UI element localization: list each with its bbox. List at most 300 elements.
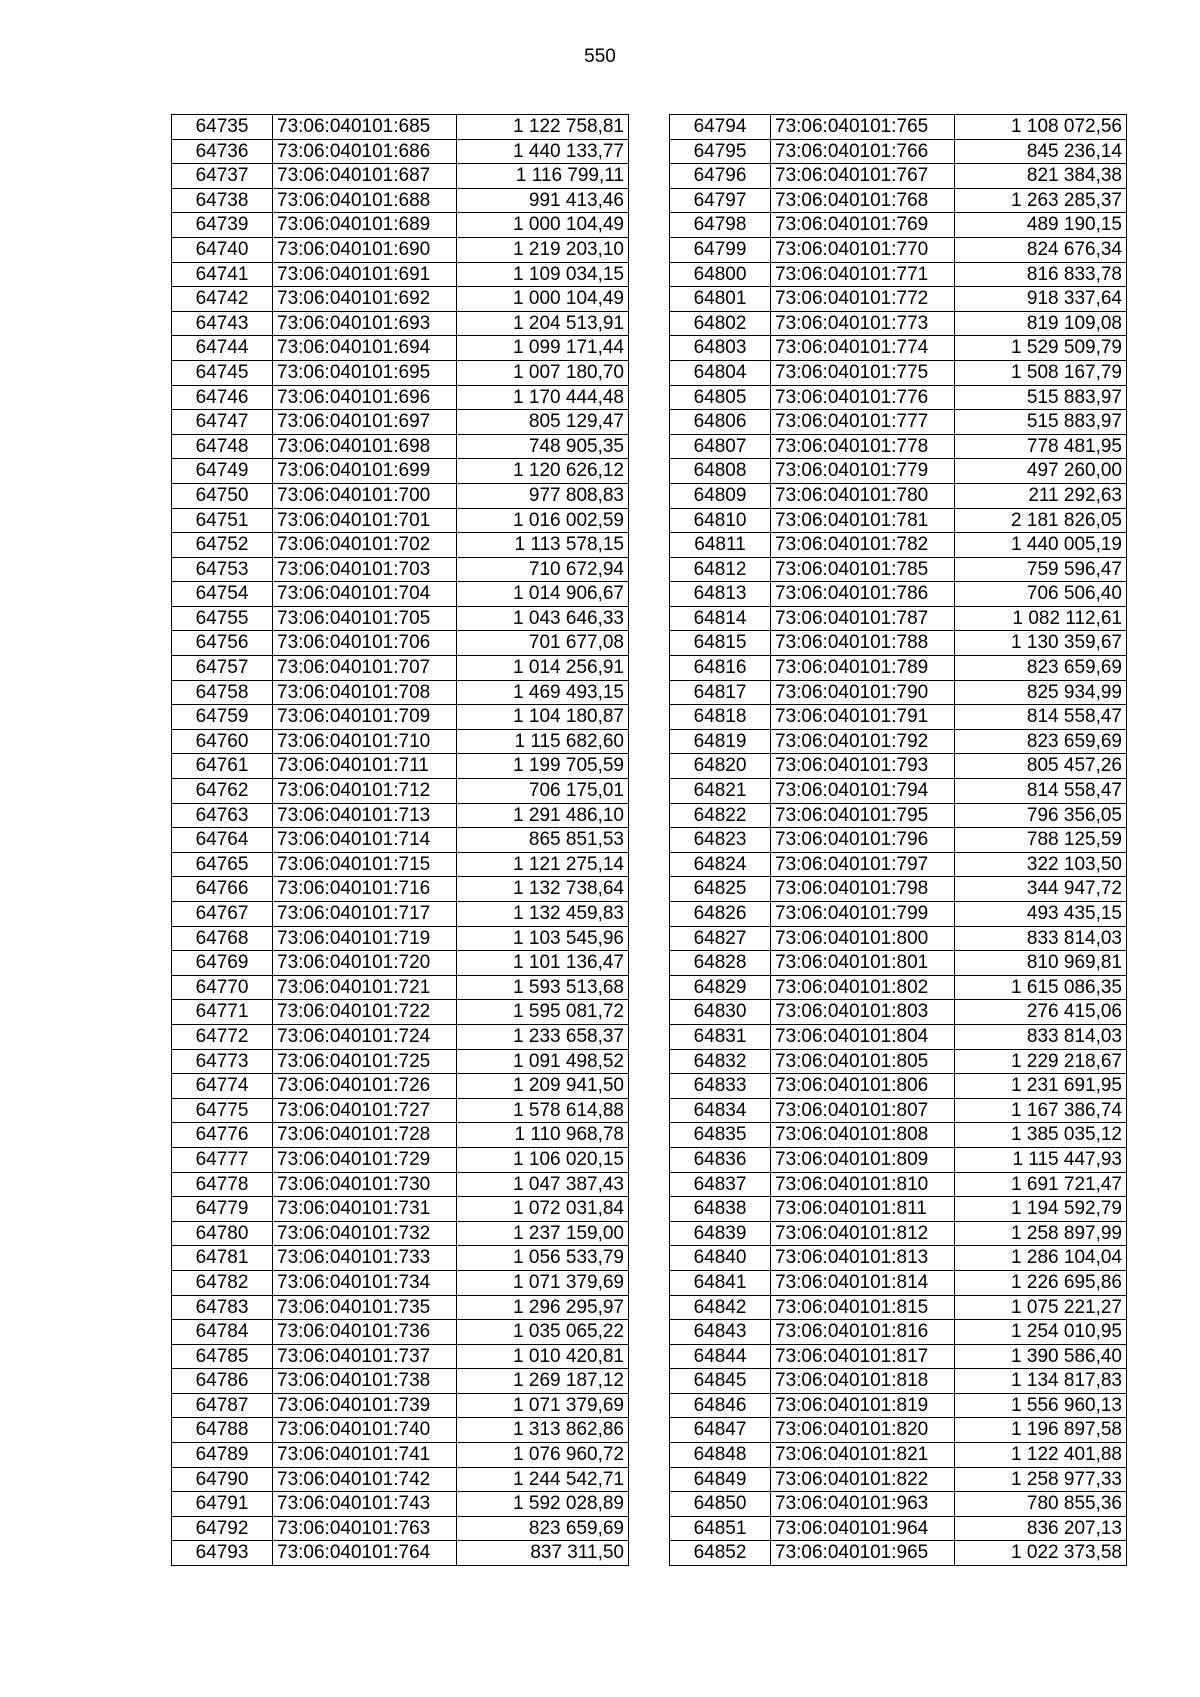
cadastral-number-cell: 73:06:040101:765 xyxy=(771,115,955,140)
table-row xyxy=(670,729,1127,754)
record-number-cell: 64770 xyxy=(172,975,273,1000)
cadastral-number-cell: 73:06:040101:812 xyxy=(771,1221,955,1246)
cadastral-number-cell: 73:06:040101:822 xyxy=(771,1467,955,1492)
cadastral-number-cell: 73:06:040101:819 xyxy=(771,1393,955,1418)
cadastral-number-cell: 73:06:040101:722 xyxy=(273,1000,457,1025)
record-number-cell: 64837 xyxy=(670,1172,771,1197)
value-cell: 1 254 010,95 xyxy=(955,1320,1127,1345)
table-row xyxy=(670,1492,1127,1517)
cadastral-number-cell: 73:06:040101:964 xyxy=(771,1516,955,1541)
value-cell: 1 120 626,12 xyxy=(457,459,629,484)
cadastral-number-cell: 73:06:040101:715 xyxy=(273,852,457,877)
cadastral-number-cell: 73:06:040101:785 xyxy=(771,557,955,582)
record-number-cell: 64824 xyxy=(670,852,771,877)
table-row xyxy=(172,1443,629,1468)
table-row xyxy=(172,115,629,140)
value-cell: 837 311,50 xyxy=(457,1541,629,1566)
value-cell: 780 855,36 xyxy=(955,1492,1127,1517)
table-row xyxy=(172,680,629,705)
cadastral-number-cell: 73:06:040101:692 xyxy=(273,287,457,312)
table-row xyxy=(172,1344,629,1369)
cadastral-number-cell: 73:06:040101:716 xyxy=(273,877,457,902)
table-row xyxy=(670,1418,1127,1443)
record-number-cell: 64826 xyxy=(670,902,771,927)
cadastral-number-cell: 73:06:040101:763 xyxy=(273,1516,457,1541)
table-row xyxy=(172,1147,629,1172)
value-cell: 810 969,81 xyxy=(955,951,1127,976)
table-row xyxy=(670,828,1127,853)
record-number-cell: 64813 xyxy=(670,582,771,607)
value-cell: 1 035 065,22 xyxy=(457,1320,629,1345)
table-row xyxy=(670,1344,1127,1369)
table-row xyxy=(670,1197,1127,1222)
record-number-cell: 64771 xyxy=(172,1000,273,1025)
cadastral-number-cell: 73:06:040101:767 xyxy=(771,164,955,189)
record-number-cell: 64782 xyxy=(172,1270,273,1295)
record-number-cell: 64815 xyxy=(670,631,771,656)
record-number-cell: 64807 xyxy=(670,434,771,459)
record-number-cell: 64793 xyxy=(172,1541,273,1566)
record-number-cell: 64785 xyxy=(172,1344,273,1369)
record-number-cell: 64764 xyxy=(172,828,273,853)
record-number-cell: 64783 xyxy=(172,1295,273,1320)
cadastral-number-cell: 73:06:040101:694 xyxy=(273,336,457,361)
record-number-cell: 64844 xyxy=(670,1344,771,1369)
cadastral-number-cell: 73:06:040101:717 xyxy=(273,902,457,927)
record-number-cell: 64835 xyxy=(670,1123,771,1148)
table-row xyxy=(172,483,629,508)
cadastral-number-cell: 73:06:040101:707 xyxy=(273,656,457,681)
value-cell: 1 508 167,79 xyxy=(955,360,1127,385)
cadastral-number-cell: 73:06:040101:813 xyxy=(771,1246,955,1271)
table-row xyxy=(172,975,629,1000)
value-cell: 1 194 592,79 xyxy=(955,1197,1127,1222)
table-row xyxy=(172,582,629,607)
cadastral-number-cell: 73:06:040101:697 xyxy=(273,410,457,435)
value-cell: 710 672,94 xyxy=(457,557,629,582)
cadastral-number-cell: 73:06:040101:799 xyxy=(771,902,955,927)
table-row xyxy=(172,1123,629,1148)
cadastral-number-cell: 73:06:040101:963 xyxy=(771,1492,955,1517)
table-row xyxy=(670,926,1127,951)
value-cell: 1 016 002,59 xyxy=(457,508,629,533)
table-row xyxy=(670,1467,1127,1492)
registry-table-left xyxy=(171,114,629,1566)
cadastral-number-cell: 73:06:040101:685 xyxy=(273,115,457,140)
cadastral-number-cell: 73:06:040101:730 xyxy=(273,1172,457,1197)
value-cell: 1 022 373,58 xyxy=(955,1541,1127,1566)
record-number-cell: 64849 xyxy=(670,1467,771,1492)
cadastral-number-cell: 73:06:040101:709 xyxy=(273,705,457,730)
record-number-cell: 64810 xyxy=(670,508,771,533)
value-cell: 814 558,47 xyxy=(955,779,1127,804)
record-number-cell: 64775 xyxy=(172,1098,273,1123)
record-number-cell: 64845 xyxy=(670,1369,771,1394)
record-number-cell: 64747 xyxy=(172,410,273,435)
cadastral-number-cell: 73:06:040101:795 xyxy=(771,803,955,828)
value-cell: 833 814,03 xyxy=(955,926,1127,951)
table-row xyxy=(670,1172,1127,1197)
table-row xyxy=(172,877,629,902)
record-number-cell: 64847 xyxy=(670,1418,771,1443)
value-cell: 748 905,35 xyxy=(457,434,629,459)
value-cell: 497 260,00 xyxy=(955,459,1127,484)
cadastral-number-cell: 73:06:040101:777 xyxy=(771,410,955,435)
table-row xyxy=(670,582,1127,607)
cadastral-number-cell: 73:06:040101:688 xyxy=(273,188,457,213)
cadastral-number-cell: 73:06:040101:796 xyxy=(771,828,955,853)
value-cell: 1 047 387,43 xyxy=(457,1172,629,1197)
table-row xyxy=(670,754,1127,779)
cadastral-number-cell: 73:06:040101:810 xyxy=(771,1172,955,1197)
table-row xyxy=(172,164,629,189)
record-number-cell: 64774 xyxy=(172,1074,273,1099)
table-row xyxy=(172,951,629,976)
table-row xyxy=(172,779,629,804)
cadastral-number-cell: 73:06:040101:821 xyxy=(771,1443,955,1468)
cadastral-number-cell: 73:06:040101:731 xyxy=(273,1197,457,1222)
cadastral-number-cell: 73:06:040101:736 xyxy=(273,1320,457,1345)
record-number-cell: 64756 xyxy=(172,631,273,656)
value-cell: 515 883,97 xyxy=(955,410,1127,435)
record-number-cell: 64754 xyxy=(172,582,273,607)
table-row xyxy=(670,1516,1127,1541)
cadastral-number-cell: 73:06:040101:770 xyxy=(771,237,955,262)
table-row xyxy=(670,557,1127,582)
value-cell: 1 469 493,15 xyxy=(457,680,629,705)
value-cell: 1 043 646,33 xyxy=(457,606,629,631)
value-cell: 1 134 817,83 xyxy=(955,1369,1127,1394)
value-cell: 1 122 401,88 xyxy=(955,1443,1127,1468)
value-cell: 836 207,13 xyxy=(955,1516,1127,1541)
value-cell: 1 313 862,86 xyxy=(457,1418,629,1443)
table-row xyxy=(172,1320,629,1345)
value-cell: 1 291 486,10 xyxy=(457,803,629,828)
table-row xyxy=(172,1270,629,1295)
cadastral-number-cell: 73:06:040101:695 xyxy=(273,360,457,385)
value-cell: 1 072 031,84 xyxy=(457,1197,629,1222)
cadastral-number-cell: 73:06:040101:721 xyxy=(273,975,457,1000)
value-cell: 1 106 020,15 xyxy=(457,1147,629,1172)
table-row xyxy=(172,262,629,287)
table-row xyxy=(172,237,629,262)
table-row xyxy=(670,631,1127,656)
table-row xyxy=(172,1024,629,1049)
record-number-cell: 64846 xyxy=(670,1393,771,1418)
cadastral-number-cell: 73:06:040101:693 xyxy=(273,311,457,336)
value-cell: 1 110 968,78 xyxy=(457,1123,629,1148)
record-number-cell: 64804 xyxy=(670,360,771,385)
value-cell: 865 851,53 xyxy=(457,828,629,853)
cadastral-number-cell: 73:06:040101:699 xyxy=(273,459,457,484)
value-cell: 1 014 906,67 xyxy=(457,582,629,607)
record-number-cell: 64742 xyxy=(172,287,273,312)
record-number-cell: 64744 xyxy=(172,336,273,361)
value-cell: 1 091 498,52 xyxy=(457,1049,629,1074)
table-row xyxy=(670,139,1127,164)
record-number-cell: 64831 xyxy=(670,1024,771,1049)
cadastral-number-cell: 73:06:040101:816 xyxy=(771,1320,955,1345)
record-number-cell: 64851 xyxy=(670,1516,771,1541)
value-cell: 1 615 086,35 xyxy=(955,975,1127,1000)
record-number-cell: 64790 xyxy=(172,1467,273,1492)
record-number-cell: 64766 xyxy=(172,877,273,902)
record-number-cell: 64760 xyxy=(172,729,273,754)
cadastral-number-cell: 73:06:040101:814 xyxy=(771,1270,955,1295)
table-row xyxy=(172,213,629,238)
cadastral-number-cell: 73:06:040101:708 xyxy=(273,680,457,705)
record-number-cell: 64746 xyxy=(172,385,273,410)
cadastral-number-cell: 73:06:040101:805 xyxy=(771,1049,955,1074)
value-cell: 1 440 005,19 xyxy=(955,533,1127,558)
table-row xyxy=(670,115,1127,140)
value-cell: 788 125,59 xyxy=(955,828,1127,853)
table-row xyxy=(172,705,629,730)
cadastral-number-cell: 73:06:040101:794 xyxy=(771,779,955,804)
record-number-cell: 64767 xyxy=(172,902,273,927)
record-number-cell: 64817 xyxy=(670,680,771,705)
cadastral-number-cell: 73:06:040101:769 xyxy=(771,213,955,238)
cadastral-number-cell: 73:06:040101:804 xyxy=(771,1024,955,1049)
value-cell: 1 071 379,69 xyxy=(457,1393,629,1418)
cadastral-number-cell: 73:06:040101:803 xyxy=(771,1000,955,1025)
value-cell: 824 676,34 xyxy=(955,237,1127,262)
cadastral-number-cell: 73:06:040101:719 xyxy=(273,926,457,951)
value-cell: 814 558,47 xyxy=(955,705,1127,730)
value-cell: 825 934,99 xyxy=(955,680,1127,705)
record-number-cell: 64805 xyxy=(670,385,771,410)
table-row xyxy=(172,410,629,435)
cadastral-number-cell: 73:06:040101:781 xyxy=(771,508,955,533)
table-row xyxy=(670,1098,1127,1123)
table-row xyxy=(670,680,1127,705)
record-number-cell: 64792 xyxy=(172,1516,273,1541)
value-cell: 1 529 509,79 xyxy=(955,336,1127,361)
cadastral-number-cell: 73:06:040101:727 xyxy=(273,1098,457,1123)
value-cell: 1 132 459,83 xyxy=(457,902,629,927)
record-number-cell: 64828 xyxy=(670,951,771,976)
value-cell: 2 181 826,05 xyxy=(955,508,1127,533)
table-row xyxy=(670,1024,1127,1049)
cadastral-number-cell: 73:06:040101:773 xyxy=(771,311,955,336)
table-row xyxy=(670,336,1127,361)
cadastral-number-cell: 73:06:040101:706 xyxy=(273,631,457,656)
value-cell: 276 415,06 xyxy=(955,1000,1127,1025)
cadastral-number-cell: 73:06:040101:820 xyxy=(771,1418,955,1443)
value-cell: 1 014 256,91 xyxy=(457,656,629,681)
cadastral-number-cell: 73:06:040101:807 xyxy=(771,1098,955,1123)
record-number-cell: 64743 xyxy=(172,311,273,336)
table-row xyxy=(670,1123,1127,1148)
record-number-cell: 64750 xyxy=(172,483,273,508)
cadastral-number-cell: 73:06:040101:739 xyxy=(273,1393,457,1418)
record-number-cell: 64822 xyxy=(670,803,771,828)
record-number-cell: 64799 xyxy=(670,237,771,262)
value-cell: 1 593 513,68 xyxy=(457,975,629,1000)
record-number-cell: 64794 xyxy=(670,115,771,140)
registry-table-right xyxy=(669,114,1127,1566)
table-row xyxy=(172,434,629,459)
cadastral-number-cell: 73:06:040101:738 xyxy=(273,1369,457,1394)
value-cell: 1 556 960,13 xyxy=(955,1393,1127,1418)
table-row xyxy=(670,287,1127,312)
cadastral-number-cell: 73:06:040101:686 xyxy=(273,139,457,164)
table-row xyxy=(670,951,1127,976)
value-cell: 1 233 658,37 xyxy=(457,1024,629,1049)
cadastral-number-cell: 73:06:040101:732 xyxy=(273,1221,457,1246)
cadastral-number-cell: 73:06:040101:792 xyxy=(771,729,955,754)
table-row xyxy=(670,656,1127,681)
table-row xyxy=(670,1049,1127,1074)
table-row xyxy=(670,1541,1127,1566)
value-cell: 1 130 359,67 xyxy=(955,631,1127,656)
value-cell: 1 132 738,64 xyxy=(457,877,629,902)
cadastral-number-cell: 73:06:040101:734 xyxy=(273,1270,457,1295)
value-cell: 489 190,15 xyxy=(955,213,1127,238)
value-cell: 1 231 691,95 xyxy=(955,1074,1127,1099)
value-cell: 1 269 187,12 xyxy=(457,1369,629,1394)
value-cell: 977 808,83 xyxy=(457,483,629,508)
record-number-cell: 64821 xyxy=(670,779,771,804)
table-row xyxy=(670,1320,1127,1345)
value-cell: 1 000 104,49 xyxy=(457,213,629,238)
record-number-cell: 64814 xyxy=(670,606,771,631)
record-number-cell: 64758 xyxy=(172,680,273,705)
value-cell: 1 237 159,00 xyxy=(457,1221,629,1246)
record-number-cell: 64816 xyxy=(670,656,771,681)
value-cell: 778 481,95 xyxy=(955,434,1127,459)
table-row xyxy=(670,779,1127,804)
cadastral-number-cell: 73:06:040101:789 xyxy=(771,656,955,681)
record-number-cell: 64791 xyxy=(172,1492,273,1517)
table-row xyxy=(172,1418,629,1443)
table-row xyxy=(172,557,629,582)
record-number-cell: 64736 xyxy=(172,139,273,164)
value-cell: 493 435,15 xyxy=(955,902,1127,927)
table-row xyxy=(670,311,1127,336)
record-number-cell: 64738 xyxy=(172,188,273,213)
record-number-cell: 64806 xyxy=(670,410,771,435)
cadastral-number-cell: 73:06:040101:724 xyxy=(273,1024,457,1049)
record-number-cell: 64741 xyxy=(172,262,273,287)
table-row xyxy=(670,188,1127,213)
value-cell: 1 296 295,97 xyxy=(457,1295,629,1320)
cadastral-number-cell: 73:06:040101:714 xyxy=(273,828,457,853)
table-row xyxy=(172,188,629,213)
table-row xyxy=(670,1000,1127,1025)
value-cell: 1 109 034,15 xyxy=(457,262,629,287)
record-number-cell: 64778 xyxy=(172,1172,273,1197)
value-cell: 1 167 386,74 xyxy=(955,1098,1127,1123)
record-number-cell: 64735 xyxy=(172,115,273,140)
value-cell: 1 170 444,48 xyxy=(457,385,629,410)
value-cell: 1 071 379,69 xyxy=(457,1270,629,1295)
table-row xyxy=(172,1516,629,1541)
value-cell: 805 129,47 xyxy=(457,410,629,435)
page-number: 550 xyxy=(584,46,616,67)
record-number-cell: 64740 xyxy=(172,237,273,262)
record-number-cell: 64812 xyxy=(670,557,771,582)
value-cell: 823 659,69 xyxy=(955,729,1127,754)
value-cell: 823 659,69 xyxy=(955,656,1127,681)
table-row xyxy=(172,656,629,681)
record-number-cell: 64843 xyxy=(670,1320,771,1345)
value-cell: 706 175,01 xyxy=(457,779,629,804)
value-cell: 796 356,05 xyxy=(955,803,1127,828)
cadastral-number-cell: 73:06:040101:691 xyxy=(273,262,457,287)
record-number-cell: 64788 xyxy=(172,1418,273,1443)
table-row xyxy=(172,1098,629,1123)
value-cell: 1 199 705,59 xyxy=(457,754,629,779)
record-number-cell: 64798 xyxy=(670,213,771,238)
record-number-cell: 64749 xyxy=(172,459,273,484)
value-cell: 1 010 420,81 xyxy=(457,1344,629,1369)
cadastral-number-cell: 73:06:040101:782 xyxy=(771,533,955,558)
record-number-cell: 64833 xyxy=(670,1074,771,1099)
record-number-cell: 64781 xyxy=(172,1246,273,1271)
record-number-cell: 64752 xyxy=(172,533,273,558)
value-cell: 701 677,08 xyxy=(457,631,629,656)
record-number-cell: 64795 xyxy=(670,139,771,164)
table-row xyxy=(670,803,1127,828)
value-cell: 1 099 171,44 xyxy=(457,336,629,361)
record-number-cell: 64757 xyxy=(172,656,273,681)
table-row xyxy=(670,975,1127,1000)
cadastral-number-cell: 73:06:040101:689 xyxy=(273,213,457,238)
value-cell: 1 204 513,91 xyxy=(457,311,629,336)
table-row xyxy=(172,1197,629,1222)
record-number-cell: 64802 xyxy=(670,311,771,336)
value-cell: 805 457,26 xyxy=(955,754,1127,779)
record-number-cell: 64819 xyxy=(670,729,771,754)
record-number-cell: 64762 xyxy=(172,779,273,804)
value-cell: 821 384,38 xyxy=(955,164,1127,189)
table-row xyxy=(172,139,629,164)
record-number-cell: 64787 xyxy=(172,1393,273,1418)
value-cell: 1 196 897,58 xyxy=(955,1418,1127,1443)
cadastral-number-cell: 73:06:040101:772 xyxy=(771,287,955,312)
value-cell: 1 122 758,81 xyxy=(457,115,629,140)
value-cell: 1 113 578,15 xyxy=(457,533,629,558)
cadastral-number-cell: 73:06:040101:779 xyxy=(771,459,955,484)
cadastral-number-cell: 73:06:040101:771 xyxy=(771,262,955,287)
value-cell: 1 258 897,99 xyxy=(955,1221,1127,1246)
table-row xyxy=(172,926,629,951)
cadastral-number-cell: 73:06:040101:726 xyxy=(273,1074,457,1099)
table-row xyxy=(670,434,1127,459)
table-row xyxy=(670,606,1127,631)
cadastral-number-cell: 73:06:040101:809 xyxy=(771,1147,955,1172)
value-cell: 1 075 221,27 xyxy=(955,1295,1127,1320)
table-row xyxy=(172,631,629,656)
cadastral-number-cell: 73:06:040101:696 xyxy=(273,385,457,410)
cadastral-number-cell: 73:06:040101:768 xyxy=(771,188,955,213)
cadastral-number-cell: 73:06:040101:740 xyxy=(273,1418,457,1443)
cadastral-number-cell: 73:06:040101:743 xyxy=(273,1492,457,1517)
value-cell: 1 121 275,14 xyxy=(457,852,629,877)
cadastral-number-cell: 73:06:040101:808 xyxy=(771,1123,955,1148)
cadastral-number-cell: 73:06:040101:704 xyxy=(273,582,457,607)
record-number-cell: 64761 xyxy=(172,754,273,779)
value-cell: 816 833,78 xyxy=(955,262,1127,287)
value-cell: 1 691 721,47 xyxy=(955,1172,1127,1197)
record-number-cell: 64777 xyxy=(172,1147,273,1172)
table-row xyxy=(172,459,629,484)
record-number-cell: 64759 xyxy=(172,705,273,730)
cadastral-number-cell: 73:06:040101:701 xyxy=(273,508,457,533)
value-cell: 1 595 081,72 xyxy=(457,1000,629,1025)
table-row xyxy=(172,852,629,877)
